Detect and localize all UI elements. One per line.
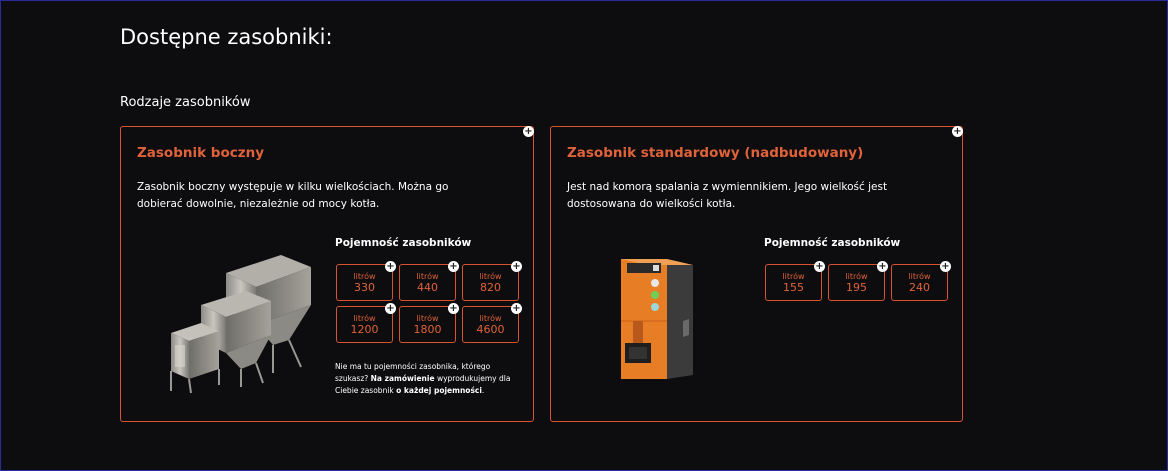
capacity-tiles	[336, 261, 521, 343]
capacity-tile-1200[interactable]: litrów 1200 +	[336, 306, 393, 343]
card-title: Zasobnik standardowy (nadbudowany)	[567, 145, 864, 161]
capacity-tile-1800[interactable]: litrów 1800 +	[399, 306, 456, 343]
capacity-tile-820[interactable]: litrów 820 +	[462, 264, 519, 301]
plus-icon[interactable]: +	[815, 261, 824, 272]
side-hopper-image	[161, 245, 341, 395]
capacity-tile-195[interactable]: litrów 195 +	[828, 264, 885, 301]
plus-icon[interactable]: +	[953, 126, 962, 137]
plus-icon[interactable]: +	[524, 126, 533, 137]
plus-icon[interactable]: +	[878, 261, 887, 272]
capacity-title: Pojemność zasobników	[764, 237, 901, 249]
custom-capacity-note: Nie ma tu pojemności zasobnika, którego szukasz? Na zamówienie wyprodukujemy dla Ciebie zasobnik o każdej pojemności.	[335, 362, 511, 395]
boiler-image	[617, 251, 699, 381]
card-standard-hopper[interactable]	[550, 126, 963, 422]
plus-icon[interactable]: +	[449, 303, 458, 314]
capacity-tile-440[interactable]: litrów 440 +	[399, 264, 456, 301]
plus-icon[interactable]: +	[449, 261, 458, 272]
capacity-title: Pojemność zasobników	[335, 237, 472, 249]
plus-icon[interactable]: +	[386, 261, 395, 272]
plus-icon[interactable]: +	[941, 261, 950, 272]
card-description: Jest nad komorą spalania z wymiennikiem. Jego wielkość jest dostosowana do wielkości kotła.	[567, 181, 888, 210]
card-description: Zasobnik boczny występuje w kilku wielkościach. Można go dobierać dowolnie, niezależnie od mocy kotła.	[137, 181, 449, 210]
card-side-hopper[interactable]	[120, 126, 534, 422]
section-subtitle: Rodzaje zasobników	[120, 95, 251, 110]
plus-icon[interactable]: +	[512, 303, 521, 314]
capacity-tile-330[interactable]: litrów 330 +	[336, 264, 393, 301]
capacity-tile-4600[interactable]: litrów 4600 +	[462, 306, 519, 343]
page-title: Dostępne zasobniki:	[120, 25, 333, 49]
plus-icon[interactable]: +	[386, 303, 395, 314]
capacity-tile-155[interactable]: litrów 155 +	[765, 264, 822, 301]
plus-icon[interactable]: +	[512, 261, 521, 272]
card-title: Zasobnik boczny	[137, 145, 264, 161]
capacity-tile-240[interactable]: litrów 240 +	[891, 264, 948, 301]
capacity-tiles	[765, 261, 950, 301]
